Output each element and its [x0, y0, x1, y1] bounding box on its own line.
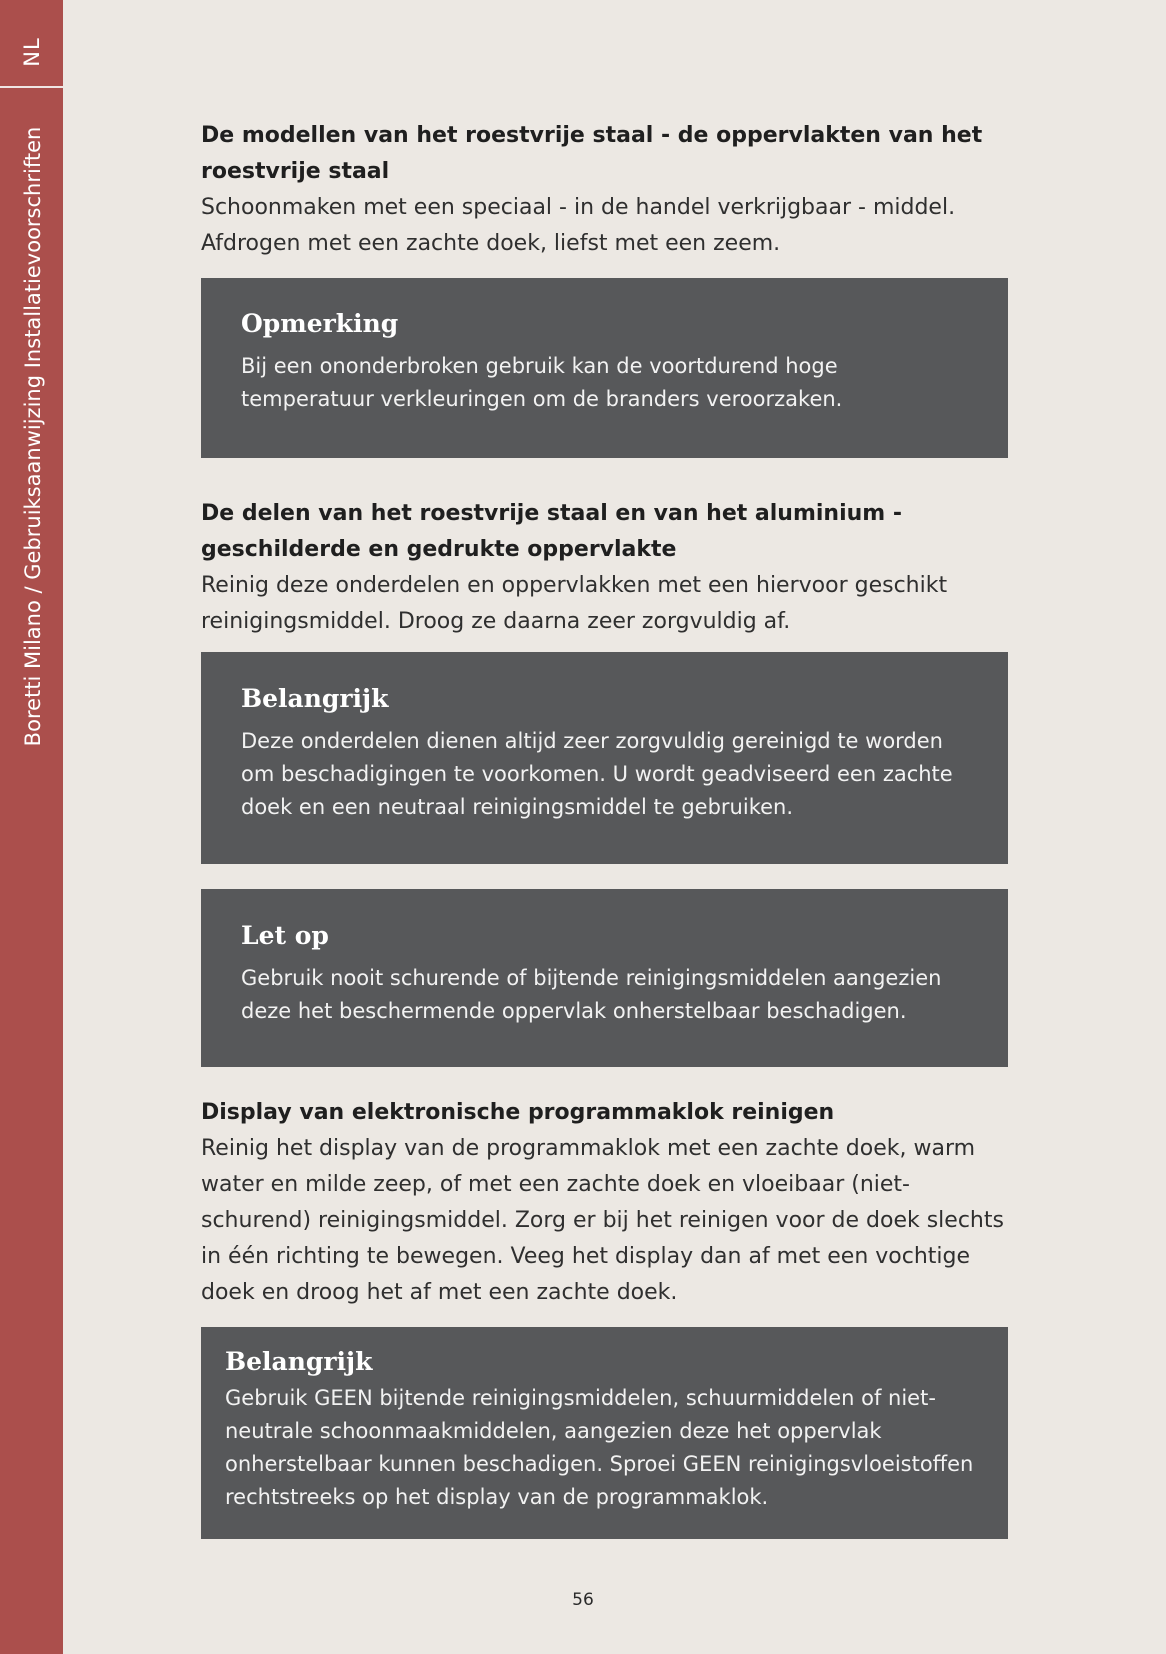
section-heading: De delen van het roestvrije staal en van het aluminium - geschilderde en gedrukte oppervlakte — [201, 501, 903, 562]
note-title: Opmerking — [241, 309, 399, 338]
note-text: Deze onderdelen dienen altijd zeer zorgvuldig gereinigd te worden om beschadigingen te voorkomen. U wordt geadviseerd een zachte doek en een neutraal reinigingsmiddel te gebruiken. — [241, 729, 953, 819]
section-stainless-models — [201, 118, 1008, 262]
section-body: Schoonmaken met een speciaal - in de handel verkrijgbaar - middel. Afdrogen met een zachte doek, liefst met een zeem. — [201, 195, 956, 256]
note-text: Gebruik nooit schurende of bijtende reinigingsmiddelen aangezien deze het beschermende oppervlak onherstelbaar beschadigen. — [241, 966, 942, 1023]
note-title: Belangrijk — [241, 684, 389, 713]
note-box-remark — [201, 278, 1008, 458]
note-text: Gebruik GEEN bijtende reinigingsmiddelen, schuurmiddelen of niet-neutrale schoonmaakmiddelen, aangezien deze het oppervlak onherstelbaar kunnen beschadigen. Sproei GEEN reinigingsvloeistoffen rechtstreeks op het display van de programmaklok. — [225, 1386, 974, 1509]
section-stainless-aluminium — [201, 496, 1008, 640]
language-label: NL — [20, 37, 44, 67]
note-title: Belangrijk — [225, 1347, 373, 1376]
document-title: Boretti Milano / Gebruiksaanwijzing Installatievoorschriften — [21, 126, 45, 747]
section-body: Reinig het display van de programmaklok met een zachte doek, warm water en milde zeep, of met een zachte doek en vloeibaar (niet-schurend) reinigingsmiddel. Zorg er bij het reinigen voor de doek slechts in één richting te bewegen. Veeg het display dan af met een vochtige doek en droog het af met een zachte doek. — [201, 1136, 1004, 1305]
sidebar — [0, 0, 63, 1654]
note-box-important — [201, 652, 1008, 864]
note-box-caution — [201, 889, 1008, 1067]
page-number: 56 — [572, 1590, 594, 1610]
note-text: Bij een ononderbroken gebruik kan de voortdurend hoge temperatuur verkleuringen om de branders veroorzaken. — [241, 354, 843, 411]
section-heading: De modellen van het roestvrije staal - de oppervlakten van het roestvrije staal — [201, 123, 983, 184]
note-box-important-display — [201, 1327, 1008, 1539]
section-body: Reinig deze onderdelen en oppervlakken met een hiervoor geschikt reinigingsmiddel. Droog ze daarna zeer zorgvuldig af. — [201, 573, 948, 634]
language-tab — [0, 0, 63, 88]
note-title: Let op — [241, 921, 329, 950]
section-heading: Display van elektronische programmaklok reinigen — [201, 1100, 835, 1125]
section-display-cleaning — [201, 1095, 1008, 1311]
page-content — [201, 118, 1008, 1539]
